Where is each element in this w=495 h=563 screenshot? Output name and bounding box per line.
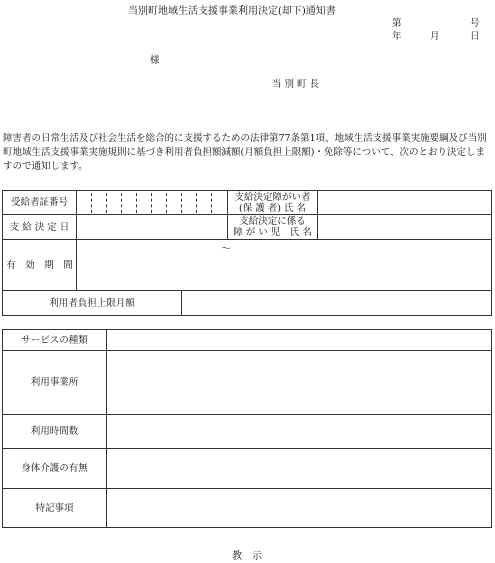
date-month: 月 (430, 31, 440, 42)
date-year: 年 (392, 31, 402, 42)
validity-period-label: 有 効 期 間 (6, 259, 73, 271)
child-name-label (228, 215, 317, 239)
document-title: 当別町地域生活支援事業利用決定(却下)通知書 (128, 6, 336, 17)
child-name-label-line1: 支給決定に係る (239, 216, 306, 227)
decision-info-table (2, 190, 492, 316)
service-hours-label: 利用時間数 (30, 426, 79, 437)
instruction-heading: 教 示 (232, 551, 262, 562)
notice-body-text: 障害者の日常生活及び社会生活を総合的に支援するための法律第77条第1項、地域生活支援事業実施要綱及び当別町地域生活支援事業実施規則に基づき利用者負担額減額(月額負担上限額)・免除等について、次のとおり決定しますので通知します。 (3, 133, 487, 172)
physical-care-label: 身体介護の有無 (21, 463, 88, 474)
guardian-name-label-line2: (保 護 者) 氏 名 (239, 202, 306, 214)
guardian-name-label-line1: 支給決定障がい者 (234, 191, 311, 203)
document-number-prefix: 第 (392, 18, 402, 29)
child-name-label-line2: 障 が い 児 氏 名 (233, 227, 312, 238)
addressee-suffix: 様 (150, 55, 160, 66)
document-number-suffix: 号 (470, 18, 480, 29)
recipient-number-label: 受給者証番号 (10, 197, 68, 208)
service-type-label: サービスの種類 (21, 334, 88, 346)
decision-date-label: 支 給 決 定 日 (9, 221, 70, 233)
guardian-name-label (228, 191, 317, 214)
date-day: 日 (470, 31, 480, 42)
service-provider-label: 利用事業所 (30, 377, 79, 388)
copay-limit-label: 利用者負担上限月額 (49, 297, 135, 309)
special-notes-label: 特記事項 (35, 502, 74, 514)
validity-period-separator: ～ (221, 244, 231, 255)
service-detail-table (2, 329, 492, 528)
issuer-name: 当 別 町 長 (272, 79, 320, 90)
